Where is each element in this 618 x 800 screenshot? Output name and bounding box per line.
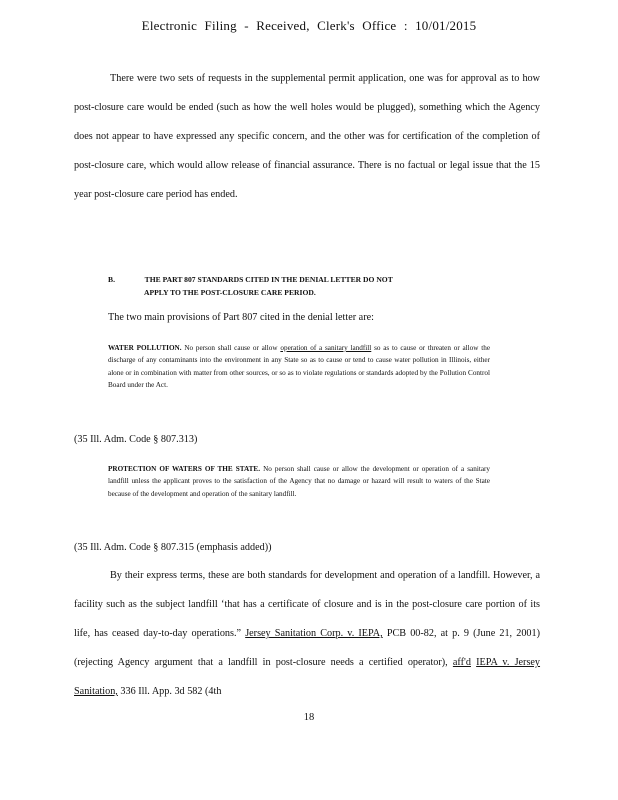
block-quote-water-pollution [108, 342, 490, 392]
case-jersey-sanitation: Jersey Sanitation Corp. v. IEPA, [245, 628, 383, 639]
block-quote-protection-of-waters [108, 463, 490, 500]
section-heading [108, 273, 538, 299]
section-heading-line1: THE PART 807 STANDARDS CITED IN THE DENIAL LETTER DO NOT [144, 275, 393, 284]
case-iepa-v-jersey: IEPA v. Jersey Sanitation, [74, 657, 541, 697]
quote1-text-before: No person shall cause or allow [184, 344, 278, 352]
closing-part2: PCB 00-82, at p. 9 (June 21, 2001) (rejecting Agency argument that a landfill in post-closure needs a certified operator), [74, 628, 541, 668]
filing-header: Electronic Filing - Received, Clerk's Office : 10/01/2015 [141, 18, 477, 33]
quote1-title: WATER POLLUTION. [108, 344, 182, 352]
quote2-title: PROTECTION OF WATERS OF THE STATE. [108, 465, 261, 473]
section-heading-line2: APPLY TO THE POST-CLOSURE CARE PERIOD. [144, 288, 316, 297]
citation-807-315: (35 Ill. Adm. Code § 807.315 (emphasis added)) [74, 542, 272, 553]
intro-paragraph [74, 64, 540, 209]
quote2-text: No person shall cause or allow the development or operation of a sanitary landfill unless the applicant proves to the satisfaction of the Agency that no damage or hazard will result to waters of the State because of the development and operation of the sanitary landfill. [108, 465, 490, 498]
closing-paragraph [74, 561, 540, 706]
intro-paragraph-text: There were two sets of requests in the supplemental permit application, one was for approval as to how post-closure care would be ended (such as how the well holes would be plugged), something which the Agency does not appear to have expressed any specific concern, and the other was for certification of the completion of post-closure care, which would allow release of financial assurance. There is no factual or legal issue that the 15 year post-closure care period has ended. [74, 73, 540, 200]
closing-part1: By their express terms, these are both standards for development and operation of a landfill. However, a facility such as the subject landfill ‘that has a certificate of closure and is in the post-closure care portion of its life, has ceased day-to-day operations.” [74, 570, 540, 639]
provisions-intro: The two main provisions of Part 807 cited in the denial letter are: [108, 312, 374, 323]
citation-807-313: (35 Ill. Adm. Code § 807.313) [74, 434, 198, 445]
page-number: 18 [303, 712, 315, 723]
quote1-underlined: operation of a sanitary landfill [280, 344, 372, 352]
affd-label: aff'd [452, 657, 471, 668]
closing-part3: 336 Ill. App. 3d 582 (4th [120, 686, 222, 697]
quote1-text-after: so as to cause or threaten or allow the discharge of any contaminants into the environment in any State so as to cause or tend to cause water pollution in Illinois, either alone or in combination with matter from other sources, or so as to violate regulations or standards adopted by the Pollution Control Board under the Act. [108, 344, 491, 390]
section-heading-letter: B. [108, 275, 115, 284]
